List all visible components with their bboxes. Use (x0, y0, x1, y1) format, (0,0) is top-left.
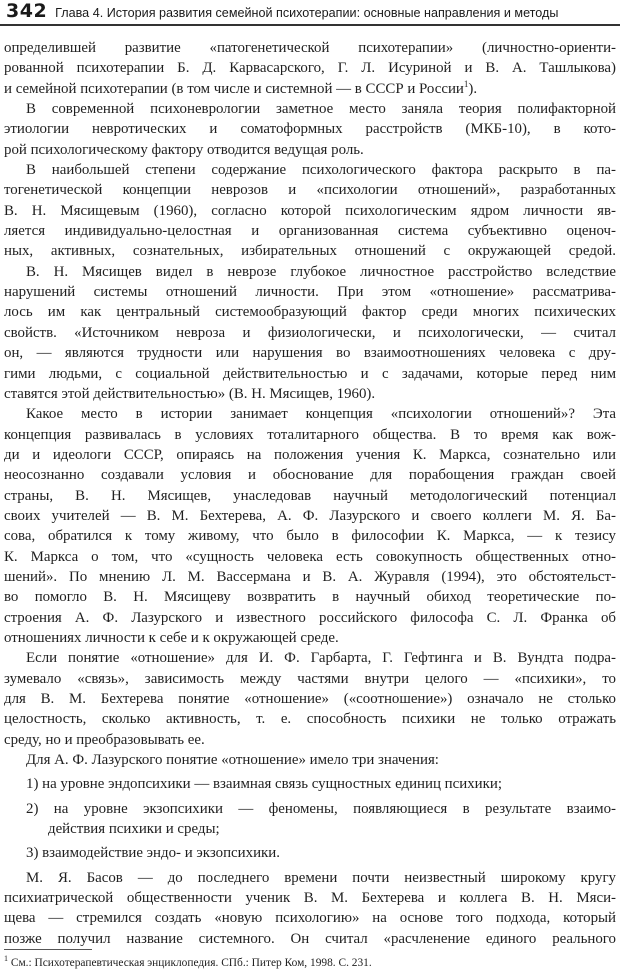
text-line (4, 465, 616, 485)
line-text: щева — стремился создать «новую психологию» на основе того подхода, который (4, 910, 616, 927)
page-header (6, 0, 616, 22)
line-text: свойств. «Источником невроза и физиологически, и психологически, — считал (4, 324, 616, 341)
text-line (4, 262, 616, 282)
running-head: Глава 4. История развития семейной психотерапии: основные направления и методы (55, 6, 559, 20)
text-line (4, 888, 616, 908)
text-line (4, 445, 616, 465)
text-line (4, 38, 616, 58)
text-line (4, 323, 616, 343)
line-text: отношениях личности к себе и к окружающей среде. (4, 629, 339, 646)
line-text: М. Я. Басов — до последнего времени почти неизвестный широкому кругу (26, 869, 616, 886)
text-line (4, 201, 616, 221)
header-rule (0, 24, 620, 26)
line-text: психиатрической общественности ученик В. М. Бехтерева и коллега В. Н. Мяси- (4, 890, 616, 907)
line-text: гими людьми, с социальной действительностью и с задачами, которые перед ним (4, 365, 616, 382)
line-text: Какое место в истории занимает концепция «психологии отношений»? Эта (26, 406, 616, 423)
text-line (4, 343, 616, 363)
line-text: ставятся этой действительностью» (В. Н. Мясищев, 1960). (4, 385, 376, 402)
line-text: 3) взаимодействие эндо- и экзопсихики. (26, 845, 280, 862)
text-line (4, 364, 616, 384)
text-line (4, 241, 616, 261)
body-text (4, 38, 616, 949)
line-text: зумевало «связь», зависимость между частями внутри целого — «психики», то (4, 670, 616, 687)
text-line (4, 709, 616, 729)
text-line (4, 730, 616, 750)
text-line (4, 689, 616, 709)
line-text: этиологии невротических и соматоформных расстройств (МКБ-10), в кото- (4, 121, 616, 138)
line-text: страны, В. Н. Мясищев, унаследовав научный методологический потенциал (4, 487, 616, 504)
text-line (4, 908, 616, 928)
text-line (4, 425, 616, 445)
text-line (4, 547, 616, 567)
text-line (4, 486, 616, 506)
line-text: К. Маркса о том, что «сущность человека есть совокупность общественных отно- (4, 548, 616, 565)
footnote (4, 956, 616, 970)
line-text: В современной психоневрологии заметное место заняла теория полифакторной (26, 101, 616, 118)
text-line (4, 99, 616, 119)
text-line (4, 587, 616, 607)
text-line (4, 506, 616, 526)
footnote-marker: 1 (4, 954, 8, 964)
text-line (4, 567, 616, 587)
line-text: неосознанно создавали условия и обоснование для порабощения граждан своей (4, 467, 616, 484)
line-text: своих учителей — В. М. Бехтерева, А. Ф. Лазурского и своего коллеги М. Я. Ба- (4, 507, 616, 524)
text-line (4, 750, 616, 770)
text-line (4, 868, 616, 888)
line-text: В. Н. Мясищевым (1960), согласно которой психологическим ядром личности яв- (4, 202, 616, 219)
text-line (4, 608, 616, 628)
text-line (4, 221, 616, 241)
line-text: В наибольшей степени содержание психологического фактора раскрыто в па- (26, 162, 616, 179)
list-item-line (4, 819, 616, 839)
line-text: определившей развитие «патогенетической психотерапии» (личностно-ориенти- (4, 40, 616, 56)
text-line (4, 160, 616, 180)
text-line (4, 929, 616, 949)
page-number: 342 (6, 0, 48, 22)
line-text: В. Н. Мясищев видел в неврозе глубокое личностное расстройство вследствие (26, 263, 616, 280)
line-text: шений». По мнению Л. М. Вассермана и В. А. Журавля (1994), это обстоятельст- (4, 568, 616, 585)
line-text: сова, обратился к тому живому, что было в философии К. Маркса, — к тезису (4, 528, 616, 545)
text-line (4, 669, 616, 689)
list-item-line (4, 843, 616, 863)
line-text: ди и идеологи СССР, опираясь на положения учения К. Маркса, сознательно или (4, 446, 616, 463)
footnote-text: См.: Психотерапевтическая энциклопедия. СПб.: Питер Ком, 1998. С. 231. (10, 957, 372, 969)
text-line (4, 79, 616, 99)
line-text: лось им как центральный системообразующий фактор среди многих психических (4, 304, 616, 321)
line-text: тогенетической концепции неврозов и «психологии отношений», разработанных (4, 182, 616, 199)
line-text: действия психики и среды; (48, 821, 220, 838)
text-line (4, 282, 616, 302)
line-text: для В. М. Бехтерева понятие «отношение» («соотношение») означало не столько (4, 691, 616, 707)
line-text: ных, активных, сознательных, избирательных отношений с окружающей средой. (4, 243, 616, 260)
line-text: Если понятие «отношение» для И. Ф. Гарбарта, Г. Гефтинга и В. Вундта подра- (26, 650, 616, 667)
text-line (4, 302, 616, 322)
line-text: целостность, сколько активность, т. е. способность психики не только отражать (4, 711, 616, 728)
footnote-reference: 1 (463, 78, 469, 89)
line-text: во помогло В. Н. Мясищеву возвратить в научный обиход теоретические по- (4, 589, 616, 606)
line-text: рованной психотерапии Б. Д. Карвасарского, Г. Л. Исуриной и В. А. Ташлыкова) (4, 60, 616, 77)
line-text-tail: ). (468, 80, 478, 97)
line-text: концепция развивалась в условиях тоталитарного общества. В то время как вож- (4, 426, 616, 443)
text-line (4, 404, 616, 424)
text-line (4, 628, 616, 648)
line-text: нарушений системы отношений личности. При этом «отношение» рассматрива- (4, 284, 616, 301)
footnote-rule (4, 949, 92, 950)
line-text: Для А. Ф. Лазурского понятие «отношение» имело три значения: (26, 752, 439, 769)
text-line (4, 140, 616, 160)
text-line (4, 526, 616, 546)
line-text: 2) на уровне экзопсихики — феномены, появляющиеся в результате взаимо- (26, 800, 616, 817)
line-text: строения А. Ф. Лазурского и известного российского философа С. Л. Франка об (4, 609, 616, 626)
text-line (4, 58, 616, 78)
line-text: позже получил название системного. Он считал «расчленение единого реального (4, 930, 616, 947)
text-line (4, 119, 616, 139)
line-text: среду, но и преобразовывать ее. (4, 731, 205, 748)
line-text: и семейной психотерапии (в том числе и системной — в СССР и России (4, 80, 464, 97)
line-text: ляется индивидуально-целостная и организованная система субъективно оценоч- (4, 223, 616, 240)
line-text: он, — являются трудности или нарушения во взаимоотношениях человека с дру- (4, 345, 616, 362)
text-line (4, 384, 616, 404)
line-text: рой психологическому фактору отводится ведущая роль. (4, 141, 364, 158)
list-item-line (4, 774, 616, 794)
line-text: 1) на уровне эндопсихики — взаимная связь сущностных единиц психики; (26, 776, 502, 793)
text-line (4, 648, 616, 668)
list-item-line (4, 799, 616, 819)
text-line (4, 180, 616, 200)
